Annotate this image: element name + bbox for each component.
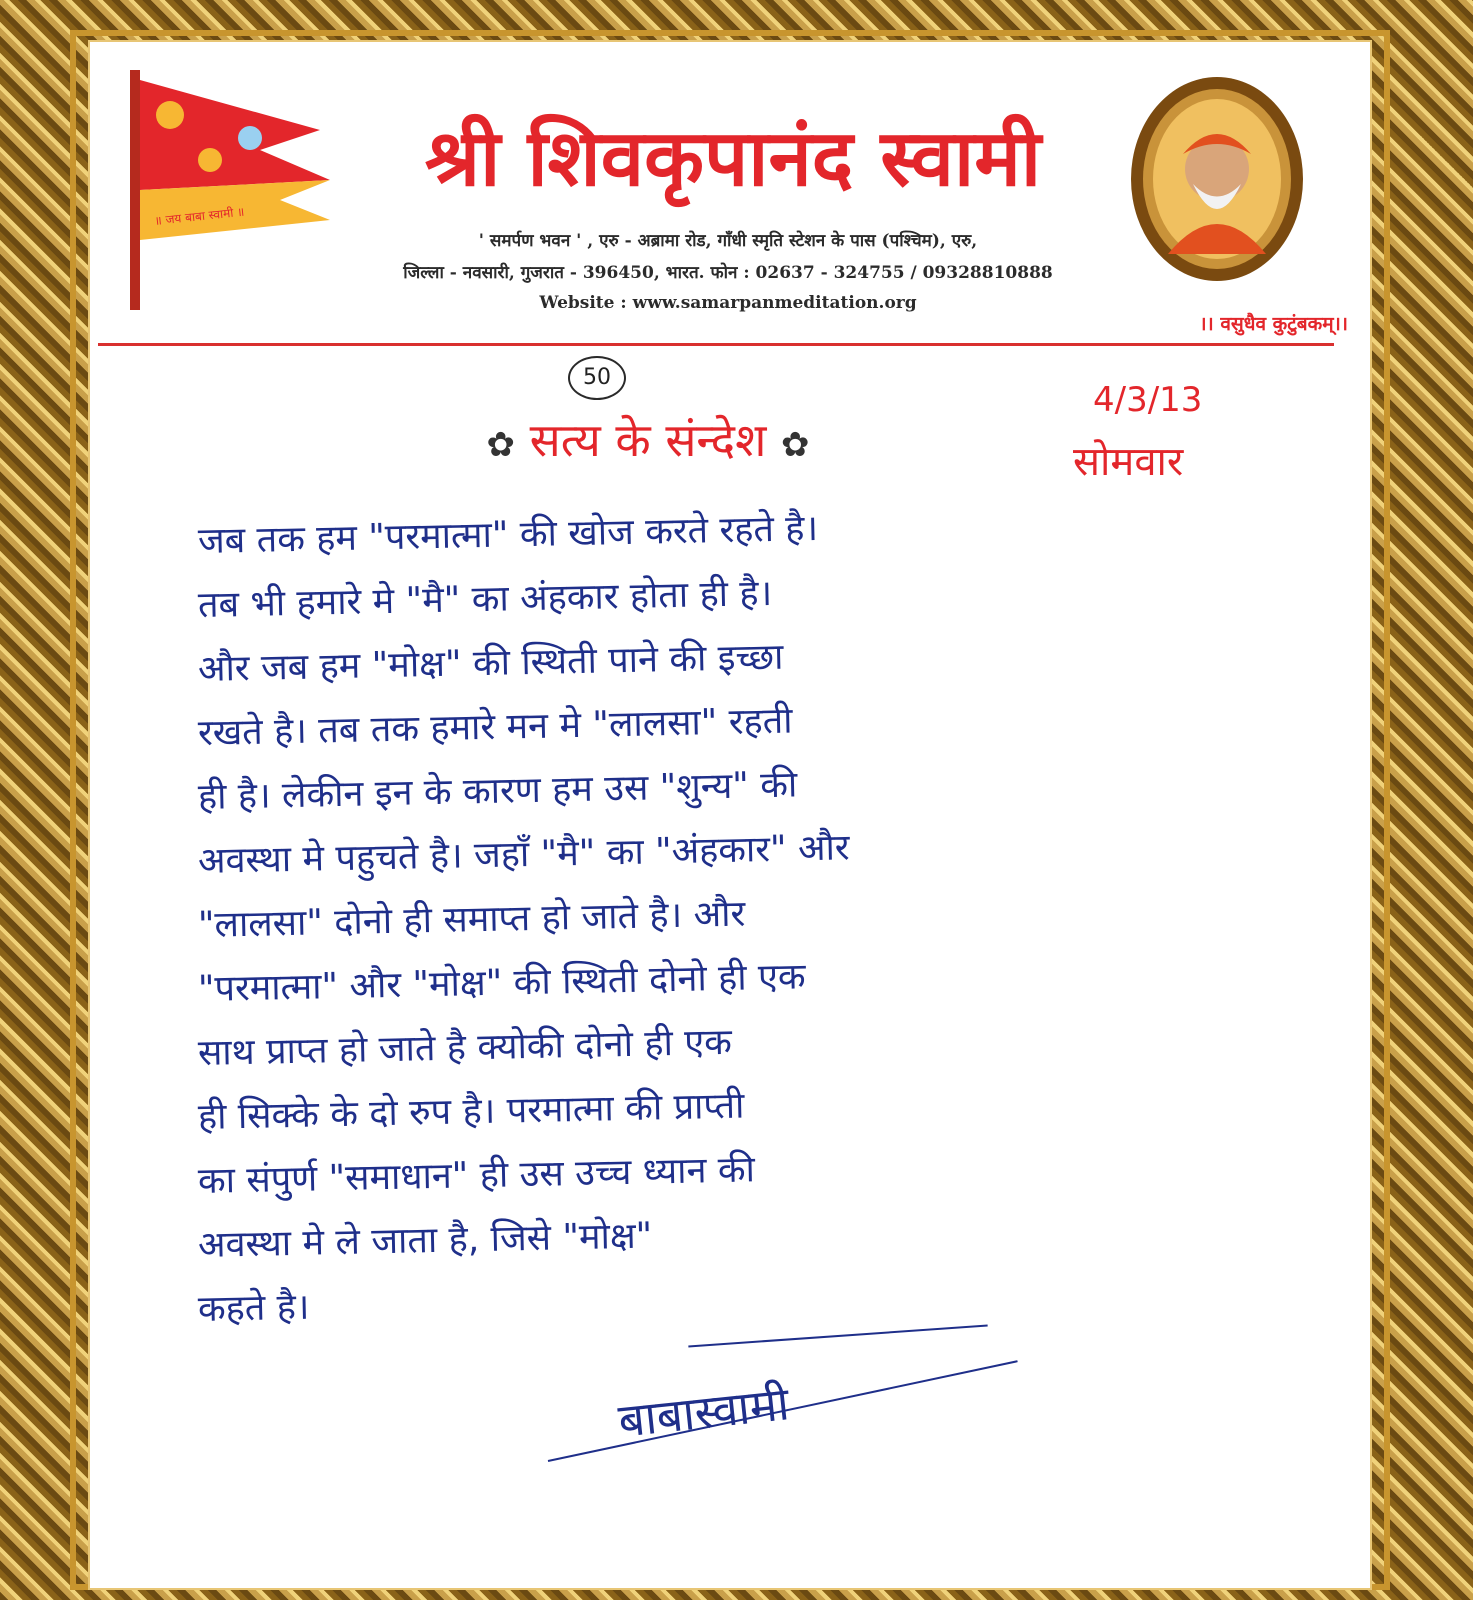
body-line: का संपुर्ण "समाधान" ही उस उच्च ध्यान की [197,1149,756,1202]
letter-date: 4/3/13 [1093,380,1203,420]
saffron-flag-icon [130,70,330,310]
body-line: साथ प्राप्त हो जाते है क्योकी दोनो ही एक [197,1021,733,1074]
address-line-1: ' समर्पण भवन ' , एरु - अब्रामा रोड, गाँधी स्मृति स्टेशन के पास (पश्चिम), एरु, [478,231,978,251]
body-line: कहते है। [197,1286,310,1330]
body-line: जब तक हम "परमात्मा" की खोज करते रहते है। [197,508,819,562]
address-line-2: जिल्ला - नवसारी, गुजरात - 396450, भारत. फोन : 02637 - 324755 / 09328810888 [403,263,1053,283]
signature: बाबास्वामी [615,1376,792,1448]
website-link[interactable]: Website : www.samarpanmeditation.org [539,293,917,313]
body-line: "लालसा" दोनो ही समाप्त हो जाते है। और [197,893,746,946]
letter-heading [388,408,908,470]
flower-ornament-icon: ✿ [486,425,516,465]
heading-text: सत्य के संन्देश [529,413,767,467]
flag-text: ॥ जय बाबा स्वामी ॥ [153,204,245,228]
letter-paper [88,40,1372,1590]
flower-ornament-icon: ✿ [780,425,810,465]
body-line: अवस्था मे पहुचते है। जहाँ "मै" का "अंहकार" और [197,827,850,882]
body-line: रखते है। तब तक हमारे मन मे "लालसा" रहती [197,700,793,754]
guru-portrait-icon [1128,74,1306,284]
body-line: अवस्था मे ले जाता है, जिसे "मोक्ष" [197,1215,653,1266]
letterhead-title: श्री शिवकृपानंद स्वामी [424,113,1042,204]
body-line: "परमात्मा" और "मोक्ष" की स्थिती दोनो ही एक [197,956,807,1010]
motto: ।। वसुधैव कुटुंबकम्।। [1199,313,1348,335]
page-number-badge: 50 [568,356,626,400]
body-line: तब भी हमारे मे "मै" का अंहकार होता ही है। [197,572,773,626]
body-line: ही है। लेकीन इन के कारण हम उस "शुन्य" की [197,764,798,818]
header-divider [98,343,1334,346]
letter-body [198,510,1318,1342]
body-line: और जब हम "मोक्ष" की स्थिती पाने की इच्छा [197,636,784,690]
letter-day: सोमवार [1073,439,1184,485]
body-line: ही सिक्के के दो रुप है। परमात्मा की प्राप्ती [197,1085,745,1138]
